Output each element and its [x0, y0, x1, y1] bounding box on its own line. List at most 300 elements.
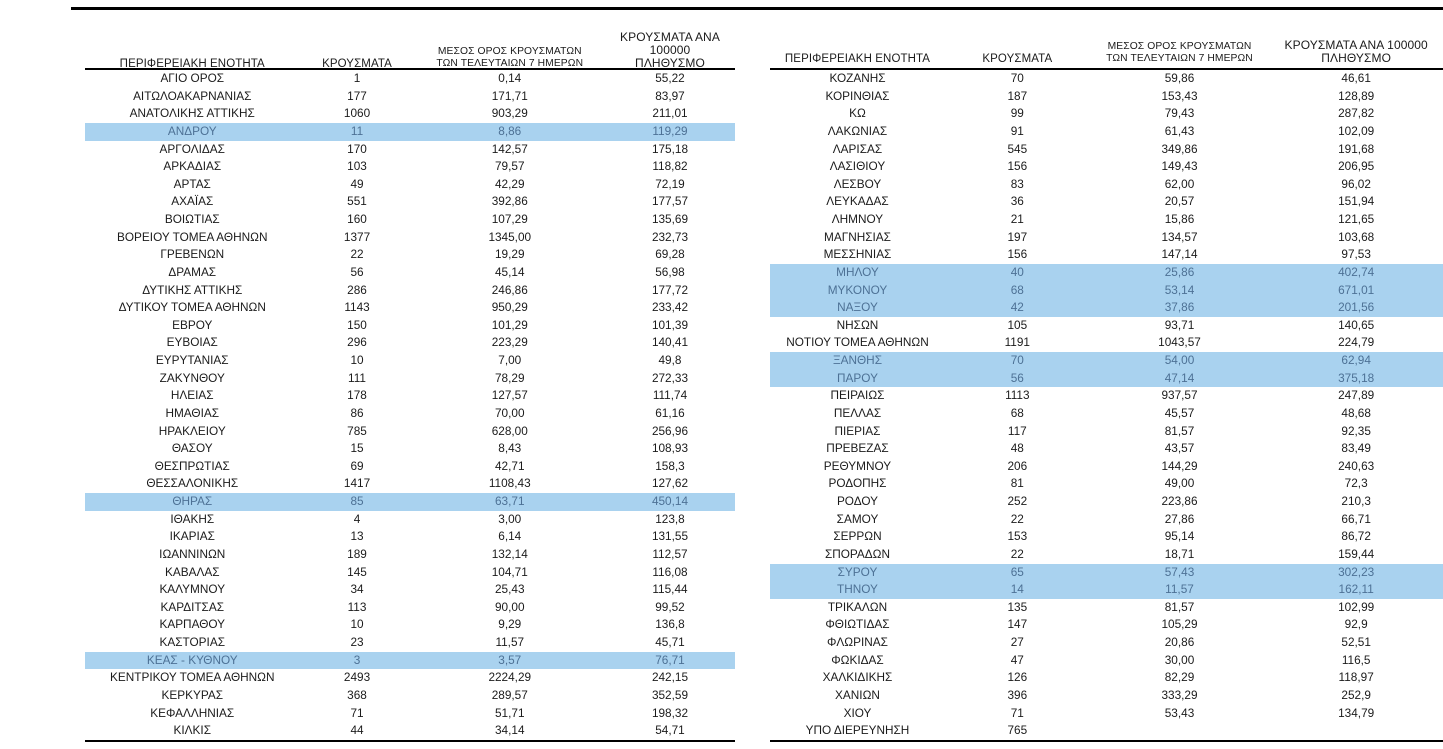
table-row — [770, 616, 1443, 634]
region-name: ΝΑΞΟΥ — [837, 300, 878, 315]
region-name: ΡΕΘΥΜΝΟΥ — [823, 458, 892, 473]
avg7-value: 11,57 — [495, 635, 525, 649]
per100k-value: 102,99 — [1338, 599, 1375, 614]
region-name: ΦΩΚΙΔΑΣ — [831, 652, 884, 667]
avg7-value: 62,00 — [1164, 176, 1195, 191]
table-row — [770, 264, 1443, 282]
region-name: ΚΑΡΔΙΤΣΑΣ — [160, 599, 225, 614]
per100k-value: 134,79 — [1338, 705, 1375, 720]
avg7-value: 628,00 — [491, 423, 528, 438]
table-row — [770, 405, 1443, 423]
cases-value: 150 — [347, 317, 367, 332]
per100k-value: 69,28 — [655, 247, 685, 262]
cases-value: 10 — [350, 353, 364, 367]
table-row — [85, 387, 735, 405]
per100k-value: 115,44 — [652, 582, 688, 597]
table-row — [85, 70, 735, 88]
cases-value: 21 — [1010, 212, 1024, 226]
cases-value: 27 — [1010, 635, 1024, 649]
per100k-value: 201,56 — [1338, 300, 1375, 315]
cases-value: 187 — [1007, 88, 1028, 103]
table-row — [85, 176, 735, 194]
per100k-value: 136,8 — [655, 617, 685, 632]
avg7-value: 95,14 — [1164, 529, 1195, 544]
avg7-value: 107,29 — [491, 212, 528, 226]
avg7-value: 20,86 — [1164, 635, 1195, 649]
region-name: ΛΗΜΝΟΥ — [831, 212, 884, 226]
cases-value: 177 — [347, 88, 367, 103]
cases-value: 70 — [1010, 71, 1024, 85]
avg7-value: 27,86 — [1164, 511, 1195, 526]
region-name: ΑΧΑΪΑΣ — [171, 194, 214, 209]
regions-table-right — [770, 31, 1443, 742]
avg7-value: 93,71 — [1164, 317, 1195, 332]
cases-value: 22 — [1010, 546, 1024, 561]
per100k-value: 92,9 — [1344, 617, 1368, 632]
cases-value: 551 — [347, 194, 367, 209]
table-row — [770, 211, 1443, 229]
per100k-value: 46,61 — [1341, 71, 1371, 85]
per100k-value: 102,09 — [1338, 123, 1375, 138]
avg7-value: 153,43 — [1161, 88, 1198, 103]
per100k-value: 671,01 — [1338, 282, 1375, 297]
table-header-row — [85, 31, 735, 70]
table-row — [770, 158, 1443, 176]
region-name: ΚΑΒΑΛΑΣ — [164, 564, 220, 579]
per100k-value: 252,9 — [1341, 687, 1371, 702]
column-header-per100k: ΚΡΟΥΣΜΑΤΑ ΑΝΑ 100000 ΠΛΗΘΥΣΜΟ — [620, 30, 720, 70]
avg7-value: 42,29 — [495, 176, 525, 191]
region-name: ΙΘΑΚΗΣ — [170, 511, 215, 526]
avg7-value: 8,43 — [498, 441, 522, 456]
table-row — [85, 352, 735, 370]
per100k-value: 198,32 — [651, 705, 689, 720]
table-row — [85, 722, 735, 740]
cases-value: 23 — [350, 635, 364, 649]
avg7-value: 171,71 — [491, 88, 528, 103]
region-name: ΑΙΤΩΛΟΑΚΑΡΝΑΝΙΑΣ — [133, 88, 252, 103]
per100k-value: 66,71 — [1341, 511, 1371, 526]
avg7-value: 149,43 — [1161, 159, 1198, 174]
cases-value: 111 — [348, 370, 366, 385]
region-name: ΞΑΝΘΗΣ — [832, 353, 882, 367]
cases-value: 178 — [347, 388, 367, 403]
table-row — [770, 511, 1443, 529]
per100k-value: 177,57 — [651, 194, 689, 209]
table-row — [85, 511, 735, 529]
region-name: ΣΥΡΟΥ — [837, 564, 878, 579]
per100k-value: 151,94 — [1338, 194, 1375, 209]
per100k-value: 232,73 — [651, 229, 689, 244]
region-name: ΘΕΣΣΑΛΟΝΙΚΗΣ — [146, 476, 239, 491]
column-header-cases: ΚΡΟΥΣΜΑΤΑ — [982, 52, 1053, 65]
avg7-value: 47,14 — [1164, 370, 1195, 385]
table-row — [770, 528, 1443, 546]
per100k-value: 116,08 — [652, 564, 688, 579]
table-row — [85, 440, 735, 458]
table-row — [770, 387, 1443, 405]
per100k-value: 240,63 — [1338, 458, 1375, 473]
avg7-value: 51,71 — [495, 705, 525, 720]
avg7-value: 70,00 — [495, 405, 525, 420]
table-row — [85, 246, 735, 264]
avg7-value: 49,00 — [1164, 476, 1195, 491]
avg7-value: 1043,57 — [1158, 335, 1201, 350]
per100k-value: 206,95 — [1338, 159, 1375, 174]
table-row — [770, 581, 1443, 599]
per100k-value: 159,44 — [1338, 546, 1375, 561]
per100k-value: 135,69 — [651, 212, 689, 226]
region-name: ΑΓΙΟ ΟΡΟΣ — [160, 71, 225, 85]
column-header-avg7: ΜΕΣΟΣ ΟΡΟΣ ΚΡΟΥΣΜΑΤΩΝ ΤΩΝ ΤΕΛΕΥΤΑΙΩΝ 7 ΗΜΕΡΩΝ — [436, 46, 584, 69]
region-name: ΡΟΔΟΠΗΣ — [828, 476, 887, 491]
avg7-value: 937,57 — [1161, 388, 1198, 403]
cases-value: 156 — [1007, 159, 1028, 174]
cases-value: 189 — [347, 546, 367, 561]
table-header-row — [770, 31, 1443, 70]
per100k-value: 210,3 — [1341, 494, 1371, 508]
cases-value: 48 — [1010, 441, 1024, 456]
table-row — [85, 141, 735, 159]
cases-value: 765 — [1007, 723, 1028, 738]
cases-value: 170 — [347, 141, 367, 156]
cases-value: 2493 — [343, 670, 371, 685]
table-body — [85, 70, 735, 742]
table-body — [770, 70, 1443, 742]
per100k-value: 55,22 — [655, 71, 685, 85]
table-row — [85, 616, 735, 634]
cases-value: 160 — [347, 212, 367, 226]
cases-value: 68 — [1010, 405, 1024, 420]
avg7-value: 333,29 — [1161, 687, 1198, 702]
region-name: ΜΗΛΟΥ — [836, 264, 879, 279]
region-name: ΚΑΛΥΜΝΟΥ — [159, 582, 226, 597]
region-name: ΘΑΣΟΥ — [171, 441, 213, 456]
cases-value: 91 — [1010, 123, 1024, 138]
region-name: ΔΥΤΙΚΗΣ ΑΤΤΙΚΗΣ — [142, 282, 243, 297]
table-row — [85, 123, 735, 141]
per100k-value: 54,71 — [655, 723, 685, 738]
region-name: ΙΩΑΝΝΙΝΩΝ — [159, 546, 226, 561]
table-row — [770, 123, 1443, 141]
table-row — [770, 282, 1443, 300]
region-name: ΗΡΑΚΛΕΙΟΥ — [158, 423, 226, 438]
table-row — [770, 423, 1443, 441]
avg7-value: 147,14 — [1161, 247, 1198, 262]
region-name: ΗΛΕΙΑΣ — [170, 388, 214, 403]
region-name: ΛΑΡΙΣΑΣ — [832, 141, 883, 156]
cases-value: 22 — [1010, 511, 1024, 526]
region-name: ΕΥΡΥΤΑΝΙΑΣ — [155, 353, 229, 367]
region-name: ΠΕΙΡΑΙΩΣ — [830, 388, 885, 403]
table-row — [770, 176, 1443, 194]
per100k-value: 62,94 — [1341, 353, 1371, 367]
table-row — [770, 458, 1443, 476]
avg7-value: 903,29 — [491, 106, 528, 121]
table-row — [85, 299, 735, 317]
per100k-value: 101,39 — [651, 317, 689, 332]
cases-value: 145 — [347, 564, 367, 579]
avg7-value: 1345,00 — [488, 229, 532, 244]
cases-value: 68 — [1010, 282, 1024, 297]
per100k-value: 123,8 — [655, 511, 685, 526]
region-name: ΛΕΣΒΟΥ — [833, 176, 882, 191]
cases-value: 147 — [1007, 617, 1028, 632]
table-row — [770, 70, 1443, 88]
cases-value: 545 — [1007, 141, 1028, 156]
cases-value: 1113 — [1005, 388, 1030, 403]
cases-value: 1 — [353, 71, 361, 85]
table-row — [770, 705, 1443, 723]
region-name: ΤΡΙΚΑΛΩΝ — [827, 599, 888, 614]
avg7-value: 25,86 — [1164, 264, 1195, 279]
cases-value: 396 — [1007, 687, 1028, 702]
table-row — [85, 282, 735, 300]
per100k-value: 233,42 — [651, 300, 689, 315]
region-name: ΑΡΤΑΣ — [173, 176, 211, 191]
cases-value: 85 — [350, 494, 364, 508]
table-row — [770, 564, 1443, 582]
avg7-value: 34,14 — [495, 723, 525, 738]
table-row — [85, 564, 735, 582]
cases-value: 197 — [1007, 229, 1028, 244]
cases-value: 113 — [347, 599, 367, 614]
avg7-value: 104,71 — [491, 564, 528, 579]
cases-value: 11 — [350, 123, 364, 138]
table-row — [770, 599, 1443, 617]
per100k-value: 242,15 — [651, 670, 689, 685]
region-name: ΣΕΡΡΩΝ — [833, 529, 882, 544]
region-name: ΚΕΡΚΥΡΑΣ — [161, 687, 223, 702]
per100k-value: 402,74 — [1338, 264, 1375, 279]
per100k-value: 211,01 — [652, 106, 688, 121]
cases-value: 56 — [1010, 370, 1024, 385]
per100k-value: 86,72 — [1341, 529, 1371, 544]
avg7-value: 61,43 — [1164, 123, 1195, 138]
per100k-value: 375,18 — [1338, 370, 1375, 385]
per100k-value: 247,89 — [1338, 388, 1375, 403]
avg7-value: 57,43 — [1164, 564, 1195, 579]
per100k-value: 302,23 — [1338, 564, 1375, 579]
region-name: ΦΛΩΡΙΝΑΣ — [827, 635, 888, 649]
per100k-value: 162,11 — [1338, 582, 1374, 597]
table-row — [85, 528, 735, 546]
region-name: ΑΡΓΟΛΙΔΑΣ — [159, 141, 225, 156]
table-row — [85, 317, 735, 335]
per100k-value: 76,71 — [655, 652, 685, 667]
table-row — [770, 229, 1443, 247]
region-name: ΘΕΣΠΡΩΤΙΑΣ — [154, 458, 230, 473]
region-name: ΚΑΣΤΟΡΙΑΣ — [159, 635, 225, 649]
cases-value: 13 — [350, 529, 364, 544]
region-name: ΜΥΚΟΝΟΥ — [827, 282, 888, 297]
table-row — [770, 669, 1443, 687]
cases-value: 69 — [350, 458, 364, 473]
cases-value: 1417 — [343, 476, 371, 491]
avg7-value: 53,43 — [1164, 705, 1195, 720]
region-name: ΠΡΕΒΕΖΑΣ — [826, 441, 889, 456]
table-row — [770, 193, 1443, 211]
per100k-value: 118,97 — [1338, 670, 1374, 685]
table-row — [85, 423, 735, 441]
avg7-value: 132,14 — [491, 546, 528, 561]
table-row — [85, 581, 735, 599]
per100k-value: 175,18 — [651, 141, 689, 156]
cases-value: 1143 — [344, 300, 370, 315]
region-name: ΠΙΕΡΙΑΣ — [834, 423, 881, 438]
avg7-value: 3,57 — [498, 652, 522, 667]
regions-table-left — [85, 31, 735, 742]
region-name: ΛΑΣΙΘΙΟΥ — [829, 159, 886, 174]
table-row — [85, 599, 735, 617]
table-row — [770, 352, 1443, 370]
per100k-value: 116,5 — [1341, 652, 1371, 667]
avg7-value: 25,43 — [495, 582, 525, 597]
region-name: ΧΑΛΚΙΔΙΚΗΣ — [822, 670, 893, 685]
column-header-per100k: ΚΡΟΥΣΜΑΤΑ ΑΝΑ 100000 ΠΛΗΘΥΣΜΟ — [1284, 38, 1428, 65]
avg7-value: 289,57 — [491, 687, 528, 702]
cases-value: 286 — [347, 282, 367, 297]
region-name: ΚΕΑΣ - ΚΥΘΝΟΥ — [146, 652, 238, 667]
avg7-value: 0,14 — [498, 71, 522, 85]
table-row — [85, 475, 735, 493]
per100k-value: 111,74 — [652, 388, 688, 403]
cases-value: 1377 — [343, 229, 371, 244]
per100k-value: 256,96 — [651, 423, 689, 438]
table-row — [770, 299, 1443, 317]
region-name: ΑΝΔΡΟΥ — [167, 123, 217, 138]
table-row — [85, 493, 735, 511]
cases-value: 44 — [350, 723, 364, 738]
avg7-value: 18,71 — [1164, 546, 1195, 561]
region-name: ΣΑΜΟΥ — [836, 511, 879, 526]
table-row — [770, 440, 1443, 458]
region-name: ΥΠΟ ΔΙΕΡΕΥΝΗΣΗ — [805, 723, 910, 738]
cases-value: 153 — [1007, 529, 1028, 544]
cases-value: 1060 — [343, 106, 371, 121]
region-name: ΡΟΔΟΥ — [836, 494, 879, 508]
region-name: ΕΒΡΟΥ — [172, 317, 213, 332]
cases-value: 117 — [1007, 423, 1027, 438]
avg7-value: 53,14 — [1164, 282, 1195, 297]
per100k-value: 287,82 — [1338, 106, 1375, 121]
column-header-region: ΠΕΡΙΦΕΡΕΙΑΚΗ ΕΝΟΤΗΤΑ — [119, 57, 265, 70]
avg7-value: 144,29 — [1161, 458, 1198, 473]
table-row — [770, 493, 1443, 511]
region-name: ΗΜΑΘΙΑΣ — [165, 405, 220, 420]
table-row — [770, 317, 1443, 335]
avg7-value: 42,71 — [495, 458, 525, 473]
region-name: ΒΟΡΕΙΟΥ ΤΟΜΕΑ ΑΘΗΝΩΝ — [117, 229, 268, 244]
region-name: ΑΡΚΑΔΙΑΣ — [163, 159, 222, 174]
per100k-value: 140,41 — [651, 335, 689, 350]
avg7-value: 54,00 — [1164, 353, 1195, 367]
table-row — [770, 546, 1443, 564]
avg7-value: 81,57 — [1164, 423, 1195, 438]
per100k-value: 61,16 — [655, 405, 685, 420]
region-name: ΚΕΝΤΡΙΚΟΥ ΤΟΜΕΑ ΑΘΗΝΩΝ — [109, 670, 275, 685]
table-row — [770, 88, 1443, 106]
cases-value: 22 — [350, 247, 364, 262]
per100k-value: 131,55 — [651, 529, 689, 544]
cases-value: 71 — [350, 705, 364, 720]
region-name: ΖΑΚΥΝΘΟΥ — [159, 370, 225, 385]
cases-value: 103 — [347, 159, 367, 174]
cases-value: 14 — [1010, 582, 1024, 597]
cases-value: 36 — [1010, 194, 1024, 209]
per100k-value: 127,62 — [651, 476, 689, 491]
region-name: ΚΟΖΑΝΗΣ — [829, 71, 886, 85]
cases-value: 3 — [353, 652, 361, 667]
region-name: ΛΑΚΩΝΙΑΣ — [827, 123, 888, 138]
table-row — [770, 105, 1443, 123]
cases-value: 126 — [1007, 670, 1028, 685]
region-name: ΣΠΟΡΑΔΩΝ — [824, 546, 891, 561]
avg7-value: 9,29 — [498, 617, 522, 632]
cases-value: 368 — [347, 687, 367, 702]
region-name: ΛΕΥΚΑΔΑΣ — [826, 194, 889, 209]
per100k-value: 72,19 — [655, 176, 685, 191]
table-row — [770, 634, 1443, 652]
avg7-value: 20,57 — [1164, 194, 1195, 209]
cases-value: 56 — [350, 264, 364, 279]
cases-value: 296 — [347, 335, 367, 350]
cases-value: 1191 — [1004, 335, 1030, 350]
avg7-value: 392,86 — [491, 194, 528, 209]
per100k-value: 121,65 — [1338, 212, 1375, 226]
cases-value: 42 — [1010, 300, 1024, 315]
table-row — [85, 634, 735, 652]
region-name: ΤΗΝΟΥ — [837, 582, 878, 597]
per100k-value: 140,65 — [1338, 317, 1375, 332]
avg7-value: 37,86 — [1164, 300, 1195, 315]
region-name: ΧΙΟΥ — [843, 705, 872, 720]
per100k-value: 49,8 — [658, 353, 682, 367]
top-rule — [71, 7, 1443, 10]
avg7-value — [1090, 722, 1270, 740]
table-row — [85, 211, 735, 229]
table-row — [85, 458, 735, 476]
table-row — [85, 405, 735, 423]
per100k-value: 45,71 — [655, 635, 685, 649]
avg7-value: 45,57 — [1164, 405, 1195, 420]
avg7-value: 134,57 — [1161, 229, 1198, 244]
region-name: ΦΘΙΩΤΙΔΑΣ — [825, 617, 890, 632]
avg7-value: 11,57 — [1165, 582, 1194, 597]
table-row — [770, 722, 1443, 740]
cases-value: 10 — [350, 617, 364, 632]
region-name: ΑΝΑΤΟΛΙΚΗΣ ΑΤΤΙΚΗΣ — [129, 106, 255, 121]
table-row — [85, 158, 735, 176]
avg7-value: 63,71 — [495, 494, 525, 508]
avg7-value: 15,86 — [1164, 212, 1195, 226]
table-row — [85, 229, 735, 247]
avg7-value: 3,00 — [498, 511, 522, 526]
per100k-value: 92,35 — [1341, 423, 1371, 438]
column-header-avg7: ΜΕΣΟΣ ΟΡΟΣ ΚΡΟΥΣΜΑΤΩΝ ΤΩΝ ΤΕΛΕΥΤΑΙΩΝ 7 ΗΜΕΡΩΝ — [1106, 41, 1253, 64]
per100k-value: 83,49 — [1341, 441, 1371, 456]
column-header-cases: ΚΡΟΥΣΜΑΤΑ — [322, 57, 392, 70]
per100k-value: 72,3 — [1344, 476, 1368, 491]
table-row — [85, 687, 735, 705]
avg7-value: 82,29 — [1164, 670, 1195, 685]
cases-value: 81 — [1010, 476, 1024, 491]
region-name: ΠΕΛΛΑΣ — [833, 405, 882, 420]
table-row — [85, 105, 735, 123]
per100k-value: 103,68 — [1338, 229, 1375, 244]
avg7-value: 142,57 — [491, 141, 528, 156]
per100k-value: 224,79 — [1338, 335, 1375, 350]
